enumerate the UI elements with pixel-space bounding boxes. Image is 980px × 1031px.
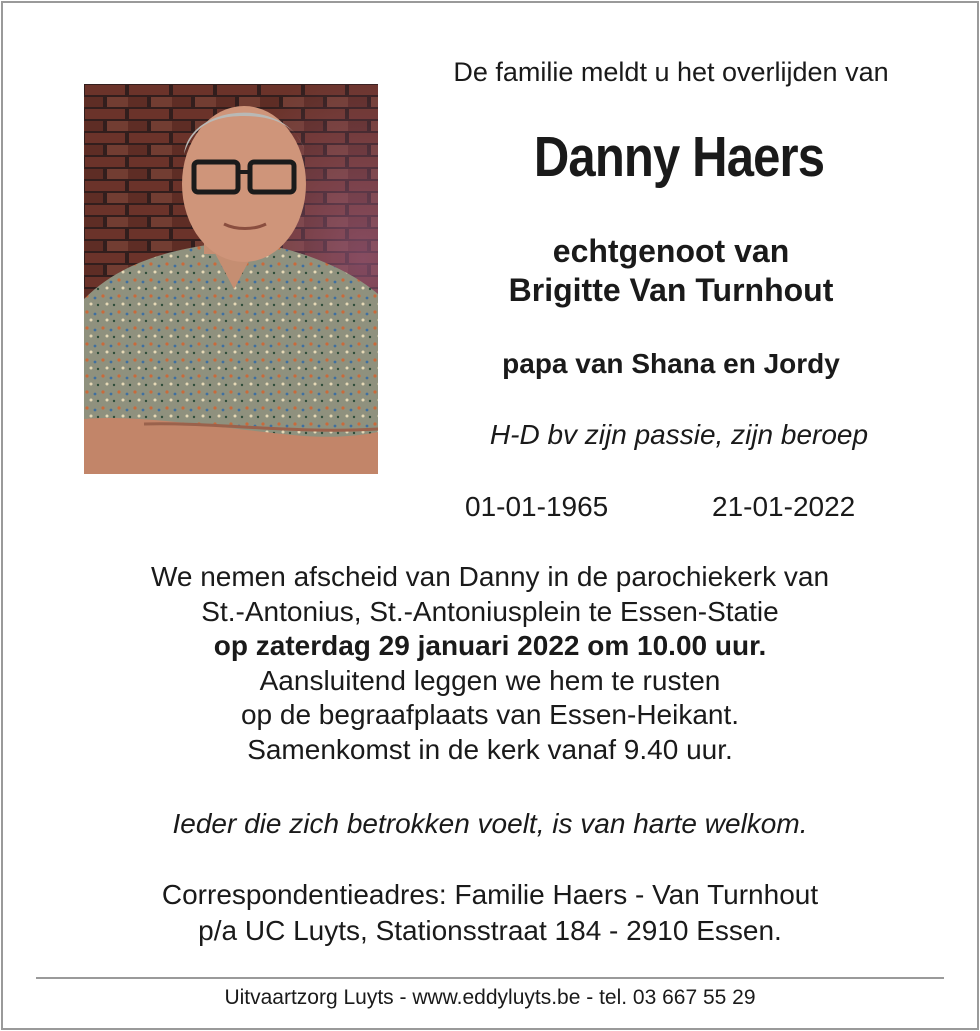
children-line: papa van Shana en Jordy: [502, 348, 840, 379]
ceremony-line: We nemen afscheid van Danny in de parochiekerk van: [150, 561, 830, 592]
spouse-name: Brigitte Van Turnhout: [508, 272, 834, 308]
correspondence-line: p/a UC Luyts, Stationsstraat 184 - 2910 Essen.: [198, 915, 782, 946]
deceased-name: Danny Haers: [533, 125, 825, 189]
ceremony-line: Samenkomst in de kerk vanaf 9.40 uur.: [247, 733, 733, 765]
ceremony-datetime: op zaterdag 29 januari 2022 om 10.00 uur.: [213, 630, 767, 662]
footer-funeral-home: Uitvaartzorg Luyts - www.eddyluyts.be - tel. 03 667 55 29: [224, 986, 756, 1009]
correspondence-line: Correspondentieadres: Familie Haers - Van Turnhout: [161, 879, 819, 910]
spouse-label: echtgenoot van: [552, 233, 790, 269]
motto-line: H-D bv zijn passie, zijn beroep: [489, 419, 869, 450]
ceremony-line: op de begraafplaats van Essen-Heikant.: [240, 699, 740, 731]
death-date: 21-01-2022: [712, 491, 856, 522]
birth-date: 01-01-1965: [465, 491, 609, 522]
ceremony-line: St.-Antonius, St.-Antoniusplein te Essen-Statie: [201, 595, 779, 627]
correspondence-address: [0, 877, 980, 949]
footer-divider: [36, 977, 944, 979]
ceremony-text: [0, 560, 980, 768]
welcome-line: Ieder die zich betrokken voelt, is van harte welkom.: [172, 808, 808, 839]
intro-line: De familie meldt u het overlijden van: [453, 57, 889, 87]
ceremony-line: Aansluitend leggen we hem te rusten: [259, 664, 721, 696]
portrait-photo: [84, 84, 378, 474]
